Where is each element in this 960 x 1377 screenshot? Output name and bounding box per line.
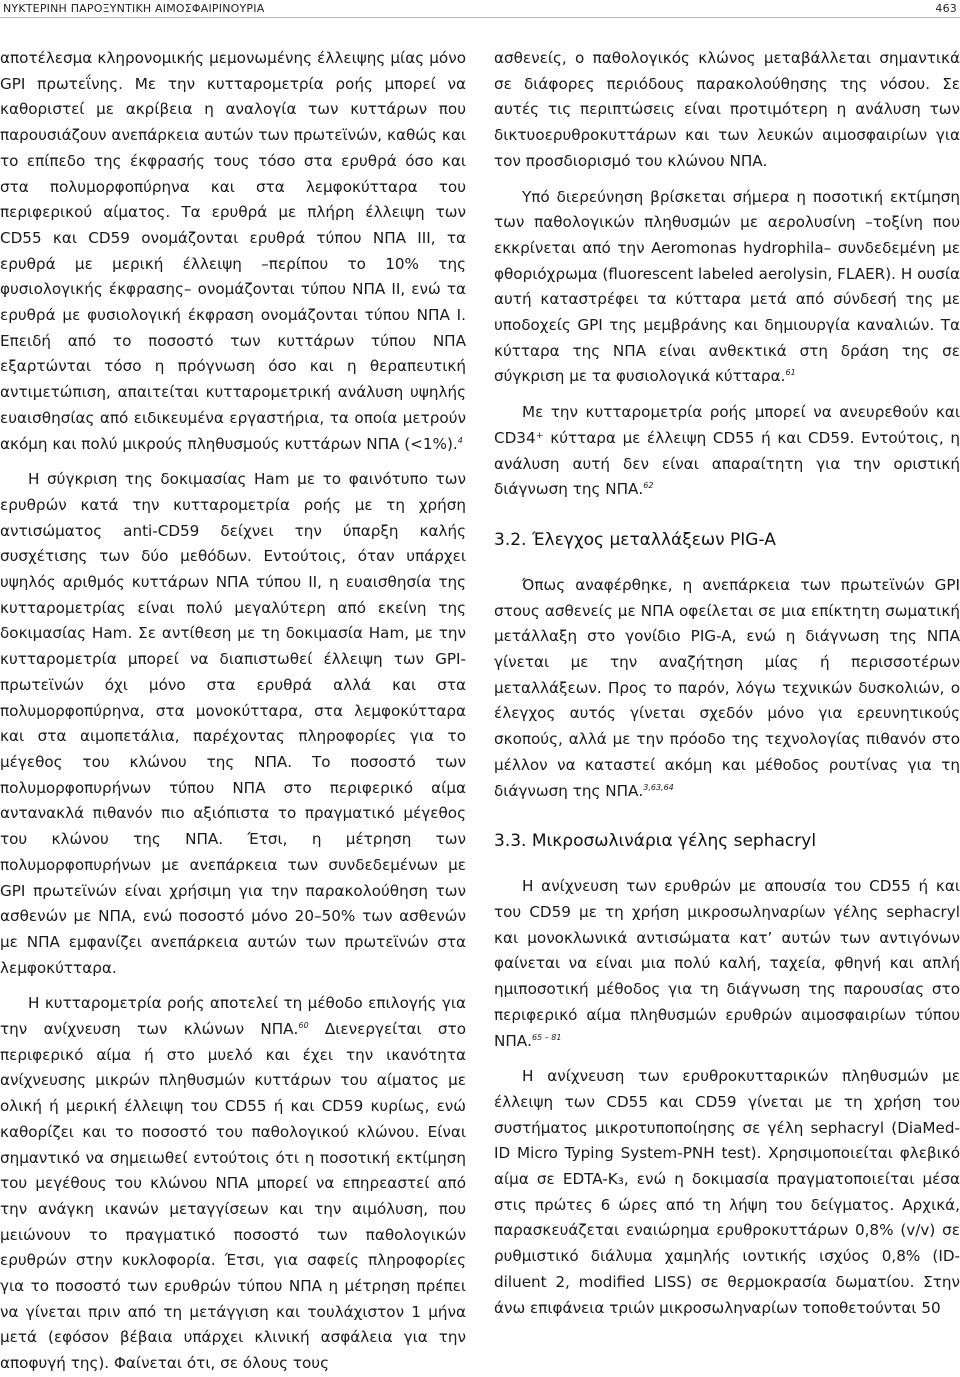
paragraph-text: Όπως αναφέρθηκε, η ανεπάρκεια των πρωτεϊνών GPI στους ασθενείς με ΝΠΑ οφείλεται σε μια επίκτητη σωματική μετάλλαξη στο γονίδιο PIG-A, ενώ η διάγνωση της ΝΠΑ γίνεται με την αναζήτηση μίας ή περισσοτέρων μεταλλάξεων. Προς το παρόν, λόγω τεχνικών δυσκολιών, ο έλεγχος αυτός γίνεται σχεδόν μόνο για ερευνητικούς σκοπούς, αλλά με την πρόοδο της τεχνολογίας πιθανόν στο μέλλον να καταστεί ακόμη και μέθοδος ρουτίνας για τη διάγνωση της ΝΠΑ. — [494, 575, 960, 800]
left-paragraph-1 — [0, 46, 466, 457]
right-paragraph-4 — [494, 573, 960, 804]
running-header — [0, 0, 960, 16]
paragraph-text: Η κυτταρομετρία ροής αποτελεί τη μέθοδο επιλογής για την ανίχνευση των κλώνων ΝΠΑ. — [0, 994, 466, 1039]
left-paragraph-2: Η σύγκριση της δοκιμασίας Ham με το φαινότυπο των ερυθρών κατά την κυτταρομετρία ροής με τη χρήση αντισώματος anti-CD59 δείχνει την ύπαρξη καλής συσχέτισης των δύο μεθόδων. Εντούτοις, όταν υπάρχει υψηλός αριθμός κυττάρων ΝΠΑ τύπου ΙΙ, η ευαισθησία της κυτταρομετρίας είναι πολύ μεγαλύτερη από εκείνη της δοκιμασίας Ham. Σε αντίθεση με τη δοκιμασία Ham, με την κυτταρομετρία μπορεί να διαπιστωθεί έλλειψη των GPI-πρωτεϊνών όχι μόνο στα ερυθρά αλλά και στα πολυμορφοπύρηνα, στα μονοκύτταρα, στα λεμφοκύτταρα και στα αιμοπετάλια, παρέχοντας πληροφορίες για το μέγεθος του κλώνου της ΝΠΑ. Το ποσοστό των πολυμορφοπυρήνων τύπου ΝΠΑ στο περιφερικό αίμα αντανακλά πιθανόν πιο αξιόπιστα το πραγματικό μέγεθος του κλώνου της ΝΠΑ. Έτσι, η μέτρηση των πολυμορφοπυρήνων με ανεπάρκεια των συνδεδεμένων με GPI πρωτεϊνών είναι χρήσιμη για την παρακολούθηση των ασθενών με ΝΠΑ, ενώ ποσοστό μόνο 20–50% των ασθενών με ΝΠΑ εμφανίζει ανεπάρκεια αυτών των πρωτεϊνών στα λεμφοκύτταρα. — [0, 470, 466, 977]
left-column — [0, 46, 466, 1377]
citation: 61 — [785, 368, 796, 378]
citation: 4 — [457, 435, 463, 445]
citation: 62 — [643, 481, 654, 491]
paragraph-text: Με την κυτταρομετρία ροής μπορεί να ανευρεθούν και CD34⁺ κύτταρα με έλλειψη CD55 ή και CD59. Εντούτοις, η ανάλυση αυτή δεν είναι απαραίτητη για την οριστική διάγνωση της ΝΠΑ. — [494, 403, 960, 499]
left-paragraph-3 — [0, 991, 466, 1377]
paragraph-text: Υπό διερεύνηση βρίσκεται σήμερα η ποσοτική εκτίμηση των παθολογικών πληθυσμών με αερολυσίνη –τοξίνη που εκκρίνεται από την Aeromonas hydrophila– συνδεδεμένη με φθοριόχρωμα (fluorescent labeled aerolysin, FLAER). Η ουσία αυτή καταστρέφει τα κύτταρα μετά από σύνδεσή της με υποδοχείς GPI της μεμβράνης και δημιουργία καναλιών. Τα κύτταρα της ΝΠΑ είναι ανθεκτικά στη δράση της σε σύγκριση με τα φυσιολογικά κύτταρα. — [494, 187, 960, 386]
paragraph-text: Διενεργείται στο περιφερικό αίμα ή στο μυελό και έχει την ικανότητα ανίχνευσης μικρών πληθυσμών κυττάρων του αίματος με ολική ή μερική έλλειψη του CD55 ή και CD59 κυρίως, ενώ καθορίζει και το ποσοστό του παθολογικού κλώνου. Είναι σημαντικό να σημειωθεί εντούτοις ότι η ποσοτική εκτίμηση του μεγέθους του κλώνου ΝΠΑ μπορεί να επηρεαστεί από την ανάγκη ικανών μεταγγίσεων και την αιμόλυση, που μειώνουν το πραγματικό ποσοστό των παθολογικών ερυθρών στην κυκλοφορία. Έτσι, για σαφείς πληροφορίες για το ποσοστό των ερυθρών τύπου ΝΠΑ η μέτρηση πρέπει να γίνεται πριν από τη μετάγγιση και τουλάχιστον 1 μήνα μετά (εφόσον βέβαια υπάρχει κλινική ασφάλεια για την αποφυγή της). Φαίνεται ότι, σε όλους τους — [0, 1020, 466, 1373]
paragraph-text: Η ανίχνευση των ερυθρών με απουσία του CD55 ή και του CD59 με τη χρήση μικροσωληναρίων γέλης sephacryl και μονοκλωνικά αντισώματα κατ’ αυτών των αντιγόνων φαίνεται να είναι μια πολύ καλή, ταχεία, φθηνή και απλή ημιποσοτική μέθοδος για τη διάγνωση της παρουσίας στο περιφερικό αίμα πληθυσμών ερυθρών αιμοσφαιρίων τύπου ΝΠΑ. — [494, 877, 960, 1050]
header-divider — [0, 17, 960, 18]
citation: 3,63,64 — [643, 782, 674, 792]
paragraph-text: αποτέλεσμα κληρονομικής μεμονωμένης έλλειψης μίας μόνο GPI πρωτεΐνης. Με την κυτταρομετρία ροής μπορεί να καθοριστεί με ακρίβεια η αναλογία των κυττάρων που παρουσιάζουν ανεπάρκεια αυτών των πρωτεϊνών, καθώς και το επίπεδο της έκφρασής τους τόσο στα ερυθρά όσο και στα πολυμορφοπύρηνα και στα λεμφοκύτταρα του περιφερικού αίματος. Τα ερυθρά με πλήρη έλλειψη των CD55 και CD59 ονομάζονται ερυθρά τύπου ΝΠΑ ΙΙΙ, τα ερυθρά με μερική έλλειψη –περίπου το 10% της φυσιολογικής έκφρασης– ονομάζονται τύπου ΝΠΑ ΙΙ, ενώ τα ερυθρά με φυσιολογική έκφραση ονομάζονται τύπου ΝΠΑ Ι. Επειδή από το ποσοστό των κυττάρων τύπου ΝΠΑ εξαρτώνται τόσο η πρόγνωση όσο και η θεραπευτική αντιμετώπιση, απαιτείται κυτταρομετρική ανάλυση υψηλής ευαισθησίας από ειδικευμένα εργαστήρια, τα οποία μετρούν ακόμη και πολύ μικρούς πληθυσμούς κυττάρων ΝΠΑ (<1%). — [0, 49, 466, 453]
right-paragraph-2 — [494, 185, 960, 391]
running-header-title: ΝΥΚΤΕΡΙΝΗ ΠΑΡΟΞΥΝΤΙΚΗ ΑΙΜΟΣΦΑΙΡΙΝΟΥΡΙΑ — [3, 1, 265, 15]
citation: 65 – 81 — [532, 1032, 562, 1042]
right-paragraph-5 — [494, 874, 960, 1054]
right-column — [494, 46, 960, 1321]
section-heading-3-3: 3.3. Μικροσωλινάρια γέλης sephacryl — [494, 831, 817, 852]
section-heading-3-2: 3.2. Έλεγχος μεταλλάξεων PIG-A — [494, 529, 776, 550]
right-paragraph-3 — [494, 400, 960, 503]
right-paragraph-1: ασθενείς, ο παθολογικός κλώνος μεταβάλλεται σημαντικά σε διάφορες περιόδους παρακολούθησης της νόσου. Σε αυτές τις περιπτώσεις είναι προτιμότερη η ανάλυση των δικτυοερυθροκυττάρων και των λευκών αιμοσφαιρίων για τον προσδιορισμό του κλώνου ΝΠΑ. — [494, 49, 960, 170]
page-number: 463 — [935, 1, 957, 15]
right-paragraph-6: Η ανίχνευση των ερυθροκυτταρικών πληθυσμών με έλλειψη των CD55 και CD59 γίνεται με τη χρήση του συστήματος μικροτυποποίησης σε γέλη sephacryl (DiaMed-ID Micro Typing System-PNH test). Χρησιμοποιείται φλεβικό αίμα σε EDTA-K₃, ενώ η δοκιμασία πραγματοποιείται μέσα στις πρώτες 6 ώρες από τη λήψη του δείγματος. Αρχικά, παρασκευάζεται εναιώρημα ερυθροκυττάρων 0,8% (v/v) σε ρυθμιστικό διάλυμα χαμηλής ιοντικής ισχύος 0,8% (ID-diluent 2, modified LISS) σε θερμοκρασία δωματίου. Στην άνω επιφάνεια τριών μικροσωληναρίων τοποθετούνται 50 — [494, 1067, 960, 1317]
citation: 60 — [298, 1021, 309, 1031]
